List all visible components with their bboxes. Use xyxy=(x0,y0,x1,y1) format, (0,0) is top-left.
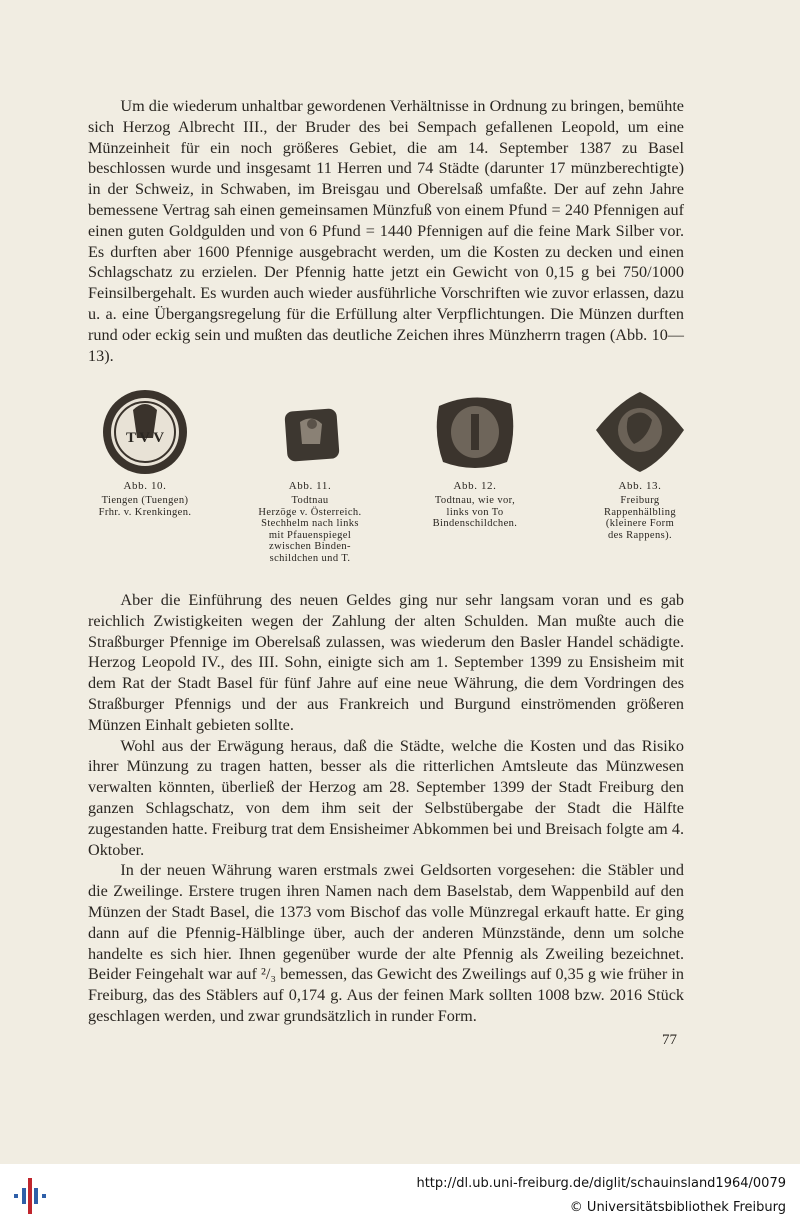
page-number: 77 xyxy=(662,1032,677,1048)
coin-image-12 xyxy=(425,388,525,476)
library-logo-icon xyxy=(10,1176,50,1216)
paragraph-3: Wohl aus der Erwägung heraus, daß die Städte, welche die Kosten und das Risiko ihrer Münzung zu tragen hatten, besser als die ritterlichen Amtsleute das Münzwesen verwalten könnten, überließ der Herzog am 28. September 1399 der Stadt Freiburg den ganzen Schlagschatz, von dem ihm seit der Selbstübergabe der Stadt die Hälfte zugestanden hatte. Freiburg trat dem Ensisheimer Abkommen bei und Breisach folgte am 4. Oktober. xyxy=(88,736,684,859)
coin-image-11 xyxy=(260,388,360,476)
footer-url-link[interactable]: http://dl.ub.uni-freiburg.de/diglit/schauinsland1964/0079 xyxy=(416,1176,786,1191)
figure-number: Abb. 13. xyxy=(618,480,662,492)
figure-caption: Todtnau Herzöge v. Österreich. Stechhelm nach links mit Pfauenspiegel zwischen Binden- schildchen und T. xyxy=(258,495,362,564)
coin-figures xyxy=(60,388,740,578)
paragraph-2: Aber die Einführung des neuen Geldes ging nur sehr langsam voran und es gab reichlich Zwistigkeiten wegen der Zahlung der alten Schulden. Man mußte auch die Straßburger Pfennige im Oberelsaß zulassen, was wiederum den Basler Handel schädigte. Herzog Leopold IV., des III. Sohn, einigte sich am 1. September 1399 zu Ensisheim mit dem Rat der Stadt Basel für fünf Jahre auf eine neue Währung, die dem Vordringen des Straßburger Pfennigs und der aus Frankreich und Burgund einströmenden größeren Münzen Einhalt gebieten sollte. xyxy=(88,591,684,734)
text-block-bottom xyxy=(88,590,684,1027)
coin-letters: T V V xyxy=(125,430,165,446)
figure-caption: Freiburg Rappenhälbling (kleinere Form des Rappens). xyxy=(603,495,677,541)
paragraph-1: Um die wiederum unhaltbar gewordenen Verhältnisse in Ordnung zu bringen, bemühte sich Herzog Albrecht III., der Bruder des bei Sempach gefallenen Leopold, um eine Münzeinheit für ein noch größeres Gebiet, die am 14. September 1387 zu Basel beschlossen wurde und insgesamt 11 Herren und 74 Städte (darunter 17 münzberechtigte) in der Schweiz, in Schwaben, im Breisgau und Oberelsaß umfaßte. Der auf zehn Jahre bemessene Vertrag sah einen gemeinsamen Münzfuß von einem Pfund = 240 Pfennigen auf einen guten Goldgulden und von 6 Pfund = 1440 Pfennigen auf die feine Mark Silber vor. Es durften aber 1600 Pfennige ausgebracht werden, um die Kosten zu decken und einen Schlagschatz zu erzielen. Der Pfennig hatte jetzt ein Gewicht von 0,15 g bei 750/1000 Feinsilbergehalt. Es wurden auch wieder ausführliche Vorschriften wie zuvor erlassen, dazu u. a. eine Übergangsregelung für die Erfüllung alter Verpflichtungen. Die Münzen durften rund oder eckig sein und mußten das deutliche Zeichen ihres Münzherrn tragen (Abb. 10—13). xyxy=(88,97,684,365)
text-block-top xyxy=(88,96,684,366)
figure-11 xyxy=(225,388,395,564)
paragraph-4: In der neuen Währung waren erstmals zwei Geldsorten vorgesehen: die Stäbler und die Zweilinge. Erstere trugen ihren Namen nach dem Baselstab, dem Wappenbild auf den Münzen der Stadt Basel, die 1373 vom Bischof das volle Münzregal erkauft hatte. Er ging dann auf die Pfennig-Hälblinge über, auch der anderen Münzstände, denn um solche handelte es sich hier. Ihnen gegenüber wurde der alte Pfennig als Zweiling bezeichnet. Beider Feingehalt war auf ²/₃ bemessen, das Gewicht des Zweilings auf 0,35 g wie früher in Freiburg, das des Stäblers auf 0,174 g. Aus der feinen Mark sollten 1008 bzw. 2016 Stück geschlagen werden, und zwar grundsätzlich in runder Form. xyxy=(88,861,684,1025)
figure-number: Abb. 10. xyxy=(123,480,167,492)
footer-bar xyxy=(0,1164,800,1224)
figure-caption: Todtnau, wie vor, links von To Bindenschildchen. xyxy=(432,495,518,529)
figure-13 xyxy=(555,388,725,541)
figure-number: Abb. 12. xyxy=(453,480,497,492)
figure-number: Abb. 11. xyxy=(288,480,332,492)
figure-10 xyxy=(60,388,230,518)
coin-image-10 xyxy=(95,388,195,476)
coin-image-13 xyxy=(590,388,690,476)
figure-caption: Tiengen (Tuengen) Frhr. v. Krenkingen. xyxy=(98,495,192,518)
footer-copyright: © Universitätsbibliothek Freiburg xyxy=(569,1200,786,1215)
figure-12 xyxy=(390,388,560,530)
